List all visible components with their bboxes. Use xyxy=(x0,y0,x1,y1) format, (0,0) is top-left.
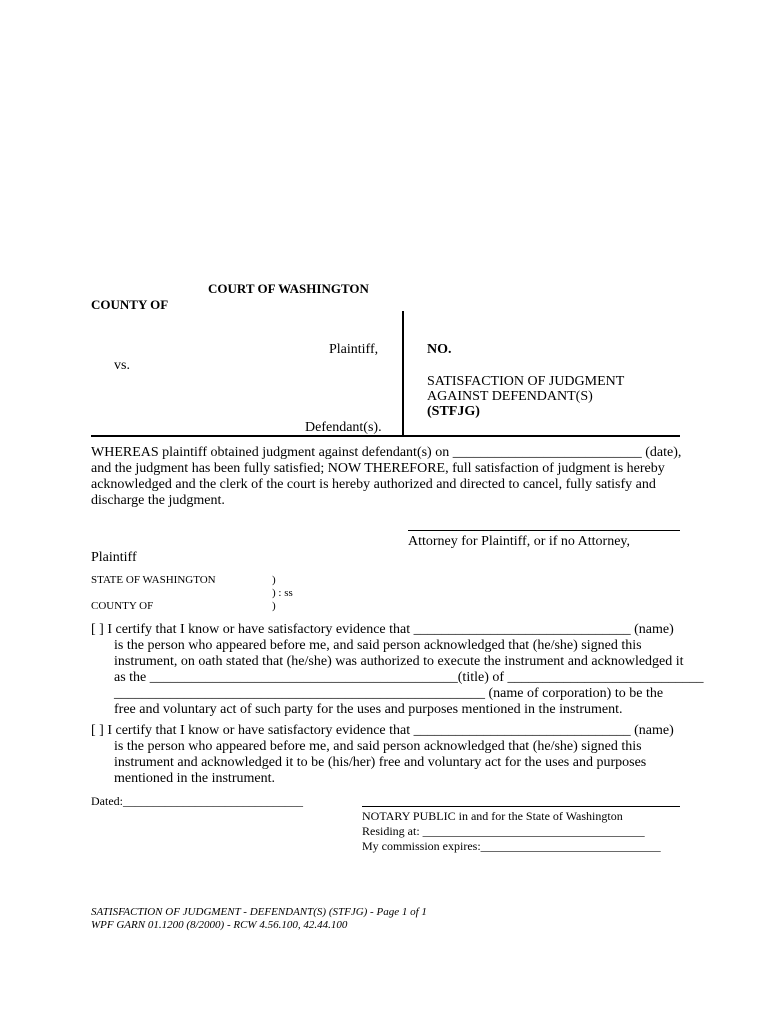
venue-ss: ) : ss xyxy=(272,587,293,599)
certificate-line: free and voluntary act of such party for the uses and purposes mentioned in the instrument. xyxy=(114,702,623,717)
certificate-line: is the person who appeared before me, and said person acknowledged that (he/she) signed this xyxy=(114,638,642,653)
certificate-individual xyxy=(91,723,674,787)
residing-field[interactable]: Residing at: _____________________________________ xyxy=(362,824,645,838)
footer-form-number: WPF GARN 01.1200 (8/2000) - RCW 4.56.100, 42.44.100 xyxy=(91,919,348,931)
caption-divider xyxy=(402,311,404,436)
certificate-checkbox-line[interactable]: [ ] I certify that I know or have satisfactory evidence that _______________________________ (name) xyxy=(91,723,674,738)
notary-public-label: NOTARY PUBLIC in and for the State of Washington xyxy=(362,809,623,823)
document-title-line2: AGAINST DEFENDANT(S) xyxy=(427,389,593,404)
venue-paren: ) xyxy=(272,574,276,586)
plaintiff-label: Plaintiff, xyxy=(329,342,379,357)
whereas-line: and the judgment has been fully satisfied; NOW THEREFORE, full satisfaction of judgment is hereby xyxy=(91,461,665,476)
case-number-label: NO. xyxy=(427,342,452,357)
caption-rule xyxy=(91,435,680,437)
court-title: COURT OF WASHINGTON xyxy=(208,281,369,296)
footer-title: SATISFACTION OF JUDGMENT - DEFENDANT(S) (STFJG) - Page 1 of 1 xyxy=(91,906,427,918)
plaintiff-signature-label: Plaintiff xyxy=(91,550,137,565)
attorney-signature-line xyxy=(408,530,680,531)
certificate-line: instrument, on oath stated that (he/she) was authorized to execute the instrument and acknowledged it xyxy=(114,654,684,669)
defendant-label: Defendant(s). xyxy=(305,420,382,435)
whereas-paragraph xyxy=(91,445,681,509)
whereas-line: WHEREAS plaintiff obtained judgment against defendant(s) on ___________________________ (date), xyxy=(91,445,682,460)
notary-signature-line xyxy=(362,806,680,807)
whereas-line: acknowledged and the clerk of the court is hereby authorized and directed to cancel, fully satisfy and xyxy=(91,477,656,492)
certificate-checkbox-line[interactable]: [ ] I certify that I know or have satisfactory evidence that _______________________________ (name) xyxy=(91,622,674,637)
document-title-code: (STFJG) xyxy=(427,404,480,419)
certificate-line: mentioned in the instrument. xyxy=(114,771,275,786)
attorney-label: Attorney for Plaintiff, or if no Attorney, xyxy=(408,534,631,549)
commission-field[interactable]: My commission expires:______________________________ xyxy=(362,839,661,853)
whereas-line: discharge the judgment. xyxy=(91,493,225,508)
certificate-corporate xyxy=(91,622,704,718)
certificate-line: instrument and acknowledged it to be (his/her) free and voluntary act for the uses and purposes xyxy=(114,755,647,770)
venue-paren: ) xyxy=(272,600,276,612)
vs-label: vs. xyxy=(114,358,130,373)
county-label: COUNTY OF xyxy=(91,297,169,312)
dated-field[interactable]: Dated:______________________________ xyxy=(91,794,303,808)
certificate-line: is the person who appeared before me, and said person acknowledged that (he/she) signed this xyxy=(114,739,642,754)
certificate-line: _____________________________________________________ (name of corporation) to be the xyxy=(114,686,664,701)
venue-county: COUNTY OF xyxy=(91,600,154,612)
document-title-line1: SATISFACTION OF JUDGMENT xyxy=(427,374,625,389)
venue-state: STATE OF WASHINGTON xyxy=(91,574,216,586)
certificate-line: as the ____________________________________________(title) of ____________________________ xyxy=(114,670,704,685)
